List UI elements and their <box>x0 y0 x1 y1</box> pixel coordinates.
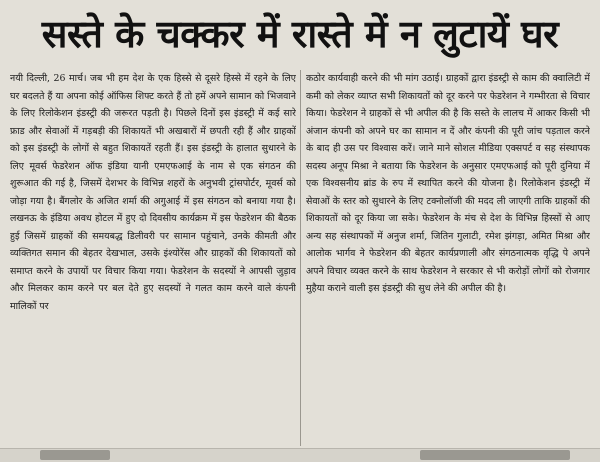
cropped-text-fragment <box>420 450 570 460</box>
article-body-right: कठोर कार्यवाही करने की भी मांग उठाई। ग्राहकों द्वारा इंडस्ट्री से काम की क्वालिटी में कमी को लेकर व्याप्त सभी शिकायतों को दूर करने पर फेडरेशन ने गम्भीरता से विचार किया। फेडरेशन ने ग्राहकों से भी अपील की है कि सस्ते के लालच में आकर किसी भी अंजान कंपनी को अपने घर का सामान न दें और कंपनी की पूरी जांच पड़ताल करने के बाद ही उस पर विश्वास करें। जाने माने सोशल मीडिया एक्सपर्ट व सह संस्थापक सदस्य अनूप मिश्रा ने बताया कि फेडरेशन के अनुसार एमएफआई को पूरी दुनिया में एक विश्वसनीय ब्रांड के रुप में स्थापित करने की योजना है। रिलोकेशन इंडस्ट्री में सेवाओं के स्तर को सुधारने के लिए टक्नोलॉजी की मदद ली जाएगी ताकि ग्राहकों की शिकायतों को दूर किया जा सके। फेडरेशन के मंच से देश के विभिन्न हिस्सों से आए अन्य सह संस्थापकों में अनुज शर्मा, जितिन गुलाटी, रमेश झंगड़ा, अमित मिश्रा और आलोक भार्गव ने फेडरेशन की बेहतर कार्यप्रणाली और संगठनात्मक वृद्धि पे अपने अपने विचार व्यक्त करने के साथ फेडरेशन ने सरकार से भी करोड़ों लोगों को रोजगार मुहैया कराने वाली इस इंडस्ट्री की सुध लेने की अपील की है। <box>306 73 590 294</box>
column-divider <box>300 70 301 446</box>
article-headline: सस्ते के चक्कर में रास्ते में न लुटायें घर <box>41 12 559 56</box>
cropped-text-fragment <box>40 450 110 460</box>
article-column-right <box>306 70 590 446</box>
article-column-left <box>10 70 296 446</box>
article-body-left: नयी दिल्ली, 26 मार्च। जब भी हम देश के एक हिस्से से दूसरे हिस्से में रहने के लिए घर बदलते हैं या अपना कोई ऑफिस शिफ्ट करते हैं तो हमें अपने सामान को भिजवाने के लिए रिलोकेशन इंडस्ट्री की जरूरत पड़ती है। पिछले दिनों इस इंडस्ट्री में कई सारे फ्राड और सेवाओं में गड़बड़ी की शिकायतें भी अखबारों में छपती रही हैं और ग्राहकों को इस इंडस्ट्री के लोगों से बहुत शिकायतें रहती हैं। इस इंडस्ट्री के हालात सुधारने के लिए मूवर्स फेडरेशन ऑफ इंडिया यानी एमएफआई के नाम से एक संगठन की शुरूआत की गई है, जिसमें देशभर के विभिन्न शहरों के अनुभवी ट्रांसपोर्टर, मूवर्स को जोड़ा गया है। बैंगलोर के अजित शर्मा की अगुआई में इस संगठन को बनाया गया है। लखनऊ के इंडिया अवध होटल में हुए दो दिवसीय कार्यक्रम में इस फेडरेशन की बैठक हुई जिसमें ग्राहकों की समयबद्ध डिलीवरी पर सामान पहुंचाने, उनके कीमती और व्यक्तिगत समान की बेहतर देखभाल, उसके इंश्योरेंस और ग्राहकों की शिकायतों को समाप्त करने के उपायों पर विचार किया गया। फेडरेशन के सदस्यों ने आपसी जुड़ाव और मिलकर काम करने पर बल देते हुए सदस्यों ने गलत काम करने वाले कंपनी मालिकों पर <box>10 73 296 312</box>
